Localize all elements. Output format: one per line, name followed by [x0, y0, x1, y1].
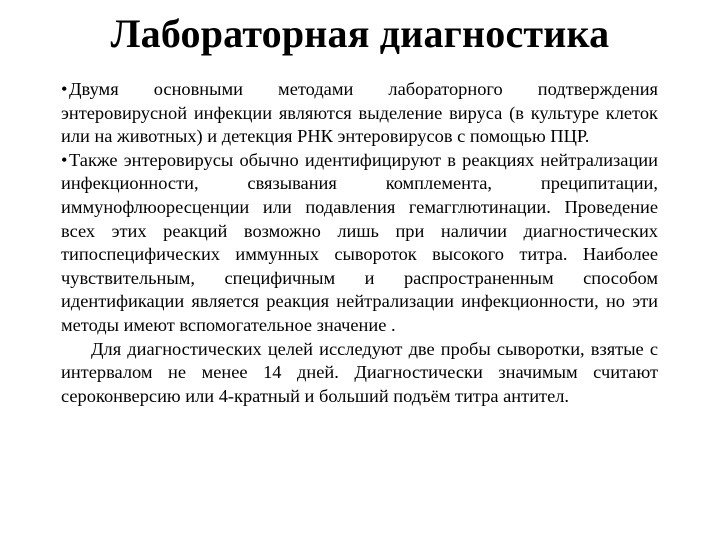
paragraph-text: Для диагностических целей исследуют две пробы сыворотки, взятые с интервалом не менее 14 дней. Диагностически значимым считают сероконверсию или 4-кратный и больший подъём титра антител. — [61, 338, 658, 406]
paragraph-reactions — [61, 149, 658, 338]
paragraph-methods — [61, 78, 658, 149]
bullet-marker: • — [61, 149, 68, 170]
page-title: Лабораторная диагностика — [110, 11, 610, 56]
slide-body — [61, 78, 658, 408]
bullet-marker: • — [61, 79, 68, 99]
paragraph-text: Также энтеровирусы обычно идентифицируют в реакциях нейтрализации инфекционности, связывания комплемента, преципитации, иммунофлюоресценции или подавления гемагглютинации. Проведение всех этих реакций возможно лишь при наличии диагностических типоспецифических иммунных сывороток высокого титра. Наиболее чувствительным, специфичным и распространенным способом идентификации является реакция нейтрализации инфекционности, но эти методы имеют вспомогательное значение . — [61, 149, 658, 335]
paragraph-serum-samples — [61, 338, 658, 409]
paragraph-text: Двумя основными методами лабораторного подтверждения энтеровирусной инфекции являются выделение вируса (в культуре клеток или на животных) и детекция РНК энтеровирусов с помощью ПЦР. — [61, 79, 658, 147]
